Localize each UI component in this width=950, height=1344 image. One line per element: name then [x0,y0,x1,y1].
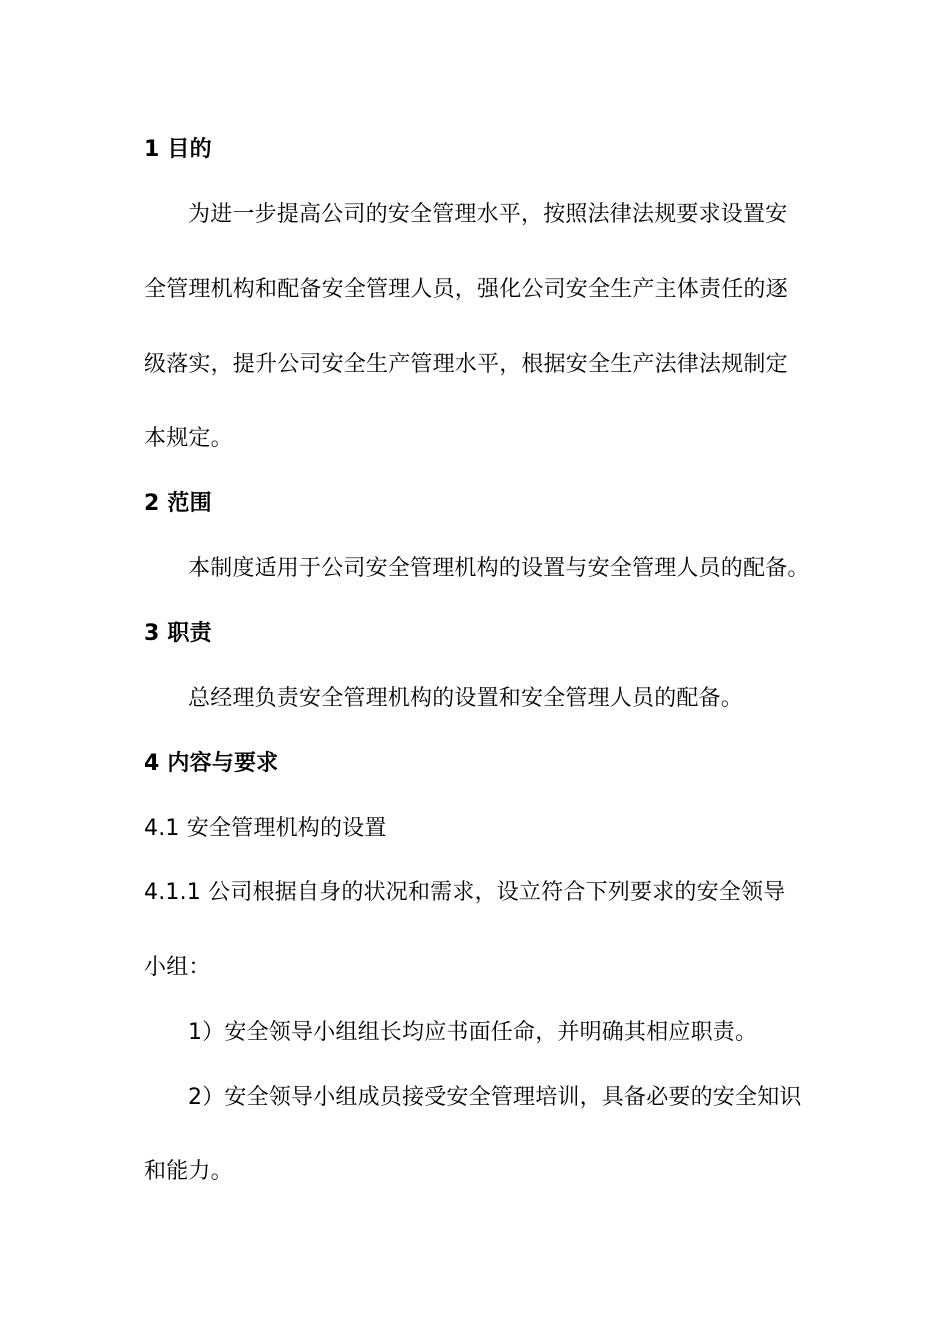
list-item-2-line-1: 2）安全领导小组成员接受安全管理培训，具备必要的安全知识 [188,1085,802,1110]
scope-para: 本制度适用于公司安全管理机构的设置与安全管理人员的配备。 [188,556,810,581]
heading-content-requirements: 4 内容与要求 [144,751,279,776]
purpose-para-line-3: 级落实，提升公司安全生产管理水平，根据安全生产法律法规制定 [144,352,788,377]
heading-scope: 2 范围 [144,491,212,516]
heading-responsibility: 3 职责 [144,621,212,646]
purpose-para-line-2: 全管理机构和配备安全管理人员，强化公司安全生产主体责任的逐 [144,277,788,302]
list-item-1: 1）安全领导小组组长均应书面任命，并明确其相应职责。 [188,1020,758,1045]
heading-purpose: 1 目的 [144,137,212,162]
purpose-para-line-1: 为进一步提高公司的安全管理水平，按照法律法规要求设置安 [188,202,788,227]
clause-4-1-1-line-1: 4.1.1 公司根据自身的状况和需求，设立符合下列要求的安全领导 [144,880,786,905]
responsibility-para: 总经理负责安全管理机构的设置和安全管理人员的配备。 [188,686,744,711]
purpose-para-line-4: 本规定。 [144,426,233,451]
subheading-4-1: 4.1 安全管理机构的设置 [144,816,387,841]
clause-4-1-1-line-2: 小组： [144,955,211,980]
list-item-2-line-2: 和能力。 [144,1159,233,1184]
